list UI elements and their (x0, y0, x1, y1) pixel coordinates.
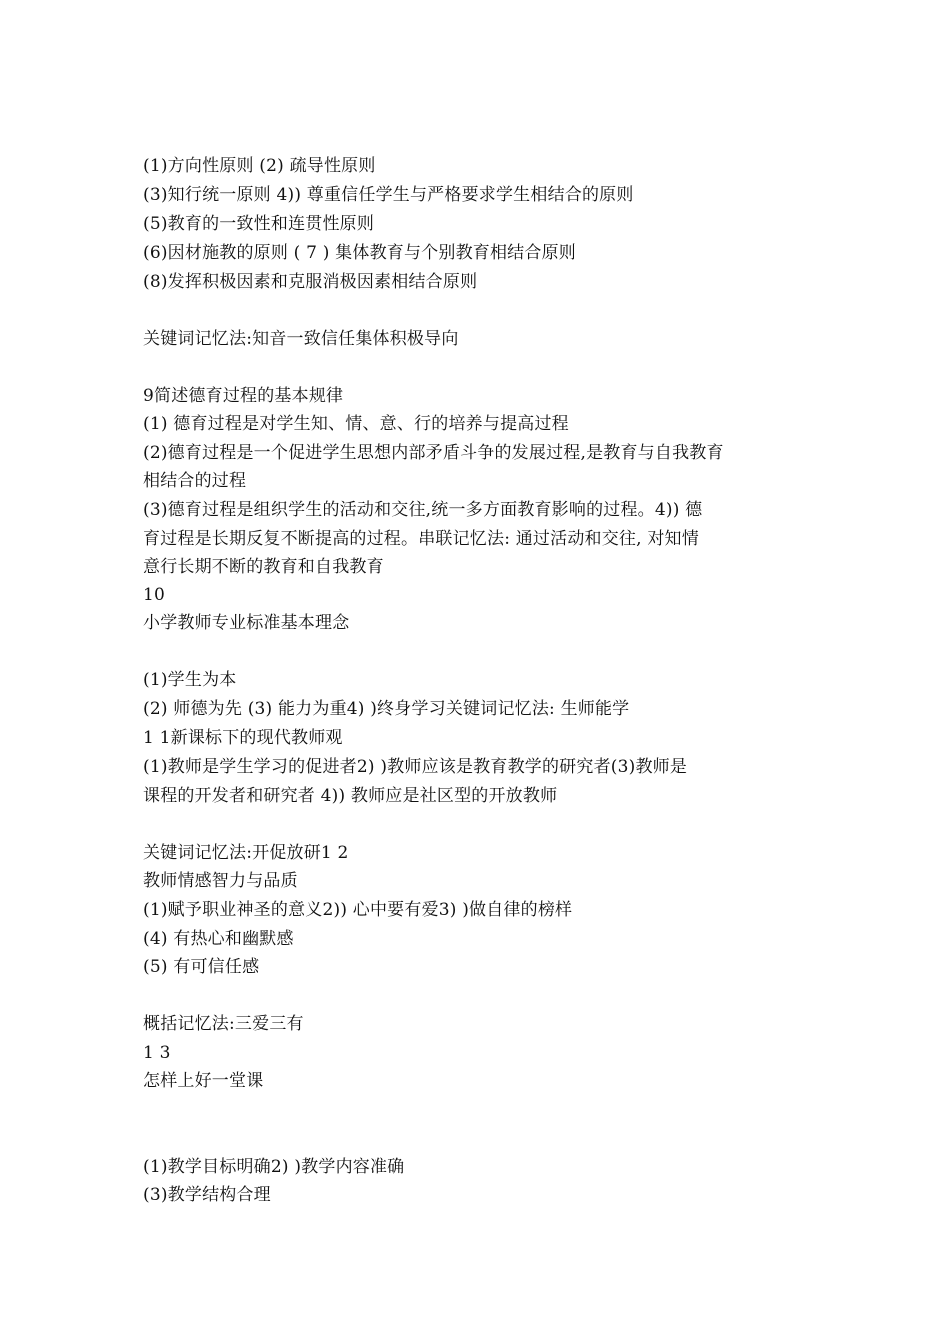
section-number-13: 1 3 (143, 1043, 171, 1063)
paragraph-line: (1) ﻿德育过程是对学生知、情、意、行的培养与提高过程 (143, 414, 569, 434)
paragraph-line: (1)赋予职业神圣的意义2)﻿) 心中要有爱3) ﻿)做自律的榜样 (143, 900, 573, 920)
principle-line-3: (5)教育的一致性和连贯性原则 (143, 214, 375, 234)
paragraph-line: 意行长期不断的教育和自我教育﻿ (143, 557, 384, 577)
paragraph-line: (2)德育过程是一个促进学生思想内部矛盾斗争的发展过程,是教育与自我教育 (143, 443, 724, 463)
paragraph-line: 相结合的过程 (143, 471, 247, 491)
mnemonic-line-1: 关键词记忆法:知音一致信任集体积极导向 (143, 329, 459, 349)
section-heading-13: 怎样上好一堂课 (143, 1071, 264, 1091)
paragraph-line: (4) 有热心和幽默感 (143, 929, 294, 949)
paragraph-line: 课程的开发者和研究者 4)﻿) 教师应是社区型的开放教师 (143, 786, 558, 806)
paragraph-line: (1)教学目标明确2) ﻿)教学内容准确 (143, 1157, 405, 1177)
principle-line-2: (3)知行统一原则 4)﻿) 尊重信任学生与严格要求学生相结合的原则 (143, 185, 634, 205)
section-heading-9: 9﻿简述德育过程的基本规律 (143, 386, 344, 406)
paragraph-line: 育过程是长期反复不断提高的过程。﻿﻿串联记忆法: 通过活动和交往, 对知情 (143, 529, 699, 549)
principle-line-4: (6)因材施教的原则 ( 7 ) ﻿集体教育与个别教育相结合原则 (143, 243, 576, 263)
section-heading-12: 教师情感智力与品质﻿ (143, 871, 298, 891)
paragraph-line: (1)教师是学生学习的促进者2) ﻿)教师应该是教育教学的研究者﻿(3)教师是 (143, 757, 688, 777)
mnemonic-line-2: 关键词记忆法:开促放研1 2﻿﻿ (143, 843, 349, 863)
paragraph-line: (2) 师德为先 (3) ﻿能力为重4) ﻿)终身学习﻿﻿关键词记忆法: 生师能学 (143, 699, 630, 719)
paragraph-line: (3)德育过程是组织学生的活动和交往,统一多方面教育影响的过程。4)﻿) 德 (143, 500, 703, 520)
paragraph-line: (3)教学结构合理 (143, 1185, 271, 1205)
principle-line-1: (1)方向性原则 (2) ﻿疏导性原则 (143, 156, 376, 176)
section-number-10: 10 (143, 585, 166, 605)
paragraph-line: (1)学生为本 (143, 670, 237, 690)
section-heading-10: 小学教师专业标准基本理念 (143, 613, 350, 633)
section-heading-11: ﻿1 1﻿新课标下的现代教师观﻿ (143, 728, 343, 748)
principle-line-5: (8)发挥积极因素和克服消极因素相结合原则 (143, 272, 478, 292)
mnemonic-line-3: 概括记忆法:三爱三有﻿ (143, 1014, 304, 1034)
paragraph-line: (5) 有可信任感 (143, 957, 260, 977)
